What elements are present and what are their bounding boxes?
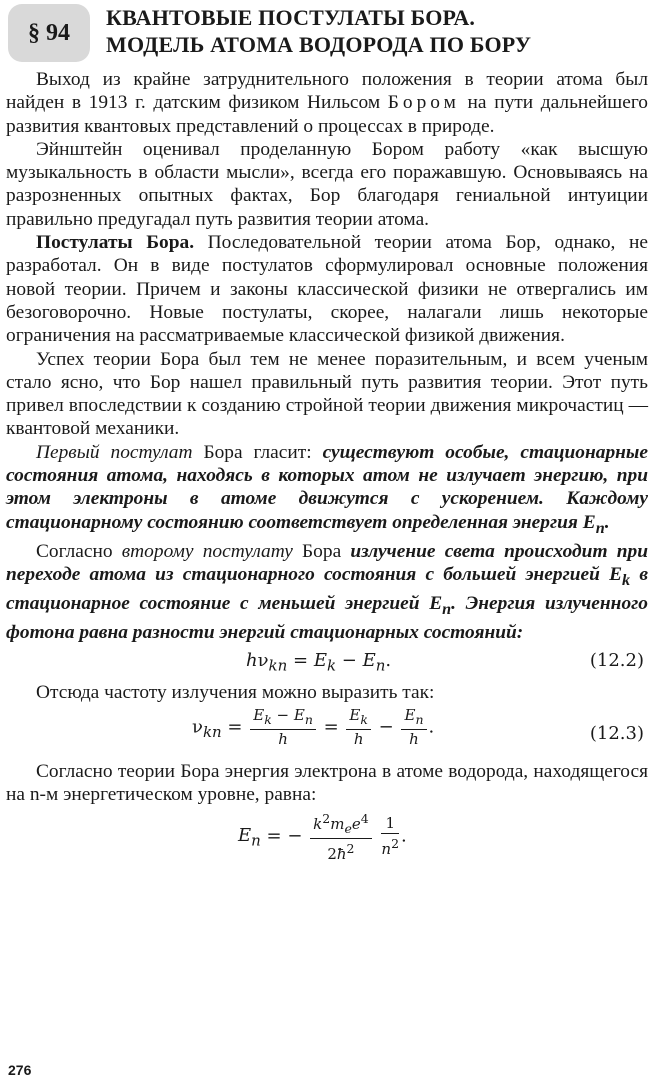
formula-12-2-expression: $h\nu_{kn} = E_k - E_n$. [246, 649, 392, 675]
formula-12-3-number: (12.3) [589, 723, 644, 745]
title-line-2: МОДЕЛЬ АТОМА ВОДОРОДА ПО БОРУ [106, 32, 532, 57]
paragraph-4: Успех теории Бора был тем не менее поразительным, и всем ученым стало ясно, что Бор нашел правильный путь развития теории. Этот путь привел впоследствии к созданию стройной теории движения микрочастиц — квантовой механики. [6, 348, 648, 440]
formula-12-2-number: (12.2) [589, 649, 644, 671]
paragraph-3 [6, 231, 648, 347]
p5-text: Бора гласит: [192, 441, 323, 463]
page-number: 276 [8, 1062, 32, 1078]
paragraph-second-postulate [6, 540, 648, 645]
second-postulate-statement-2: в стационарное состояние с меньшей энергией [6, 564, 648, 615]
p1-text-b: на пути дальнейшего развития квантовых представлений о процессах в природе. [6, 92, 648, 137]
postulates-heading: Постулаты Бора. [36, 232, 195, 254]
p6-text-b: Бора [292, 540, 351, 562]
first-postulate-statement: существуют особые, стационарные состояния атома, находясь в которых атом не излучает энергию, при этом электроны в атоме движутся с ускорением. Каждому стационарному состоянию соответствует определенная энергия [6, 441, 648, 533]
section-header [0, 0, 654, 66]
second-postulate-label: второму постулату [121, 540, 293, 562]
energy-k-subscript: k [622, 571, 631, 589]
energy-subscript: n [595, 519, 605, 537]
energy-n-subscript: n [442, 601, 452, 619]
first-postulate-label: Первый постулат [36, 441, 193, 463]
section-number-badge: § 94 [8, 4, 90, 62]
paragraph-energy-level: Согласно теории Бора энергия электрона в атоме водорода, находящегося на n-м энергетическом уровне, равна: [6, 761, 648, 806]
formula-12-3-expression: $\nu_{kn}$ = $\frac{E_k - E_n}{h}$ = $\frac{E_k}{h}$ − $\frac{E_n}{h}$ . [192, 706, 435, 749]
p6-text-a: Согласно [36, 540, 122, 562]
formula-12-3 [6, 704, 648, 760]
paragraph-first-postulate [6, 441, 648, 540]
paragraph-2: Эйнштейн оценивал проделанную Бором работу «как высшую музыкальность в области мысли», всегда его поражавшую. Основываясь на разрозненных опытных фактах, Бор благодаря гениальной интуиции правильно предугадал путь развития теории атома. [6, 138, 648, 230]
formula-12-2 [6, 645, 648, 681]
energy-k-symbol: E [609, 564, 623, 586]
section-title [106, 4, 531, 58]
p3-text: Последовательной теории атома Бор, однако, не разработал. Он в виде постулатов сформулировал основные положения новой теории. Причем и законы классической физики не отвергались им безоговорочно. Новые постулаты, скорее, налагали лишь некоторые ограничения на рассматриваемые классической физикой движения. [6, 232, 648, 347]
energy-symbol: E [582, 511, 596, 533]
formula-energy-expression: $E_n$ = − $\frac{k^2m_ee^4}{2ħ^2}$ $\frac{1}{n^2}$ . [238, 810, 407, 863]
paragraph-1 [6, 68, 648, 138]
p1-text-a: Выход из крайне затруднительного положения в теории атома был найден в 1913 г. датским физиком Нильсом [6, 69, 648, 114]
page-body [6, 68, 648, 863]
second-postulate-statement-3: . Энергия излученного фотона равна разности энергий стационарных состояний: [6, 593, 648, 644]
bohr-name-spaced: Бором [387, 92, 460, 114]
formula-energy [6, 807, 648, 863]
second-postulate-statement-1: излучение света происходит при переходе атома из стационарного состояния с большей энергией [6, 540, 648, 586]
title-line-1: КВАНТОВЫЕ ПОСТУЛАТЫ БОРА. [106, 5, 476, 30]
p5-end: . [604, 511, 610, 533]
energy-n-symbol: E [429, 593, 443, 615]
paragraph-frequency: Отсюда частоту излучения можно выразить так: [36, 681, 435, 703]
